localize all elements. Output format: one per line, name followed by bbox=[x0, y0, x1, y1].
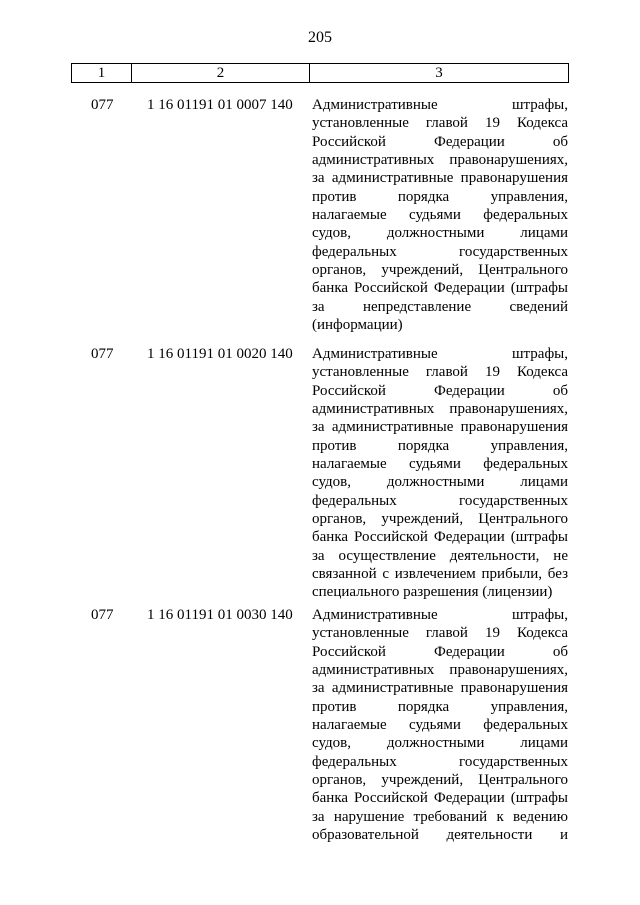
admin-code: 077 bbox=[91, 346, 114, 362]
description-line: банка Российской Федерации (штрафы bbox=[312, 280, 568, 297]
description-line: за административные правонарушения bbox=[312, 419, 568, 436]
column-header-2: 2 bbox=[132, 64, 310, 83]
description-line: против порядка управления, bbox=[312, 188, 568, 205]
description-line: образовательной деятельности и bbox=[312, 827, 568, 844]
kbk-code: 1 16 01191 01 0007 140 bbox=[147, 97, 293, 113]
description-line: судов, должностными лицами bbox=[312, 225, 568, 242]
description-line: (информации) bbox=[312, 317, 403, 334]
description bbox=[312, 606, 568, 844]
description-line: Российской Федерации об bbox=[312, 133, 568, 150]
description-line: против порядка управления, bbox=[312, 698, 568, 715]
description-line: органов, учреждений, Центрального bbox=[312, 511, 568, 528]
kbk-code: 1 16 01191 01 0020 140 bbox=[147, 346, 293, 362]
description-line: установленные главой 19 Кодекса bbox=[312, 364, 568, 381]
description-line: против порядка управления, bbox=[312, 437, 568, 454]
description-line: за непредставление сведений bbox=[312, 298, 568, 315]
page-number: 205 bbox=[308, 29, 332, 46]
description bbox=[312, 345, 568, 602]
description-line: за осуществление деятельности, не bbox=[312, 547, 568, 564]
description-line: федеральных государственных bbox=[312, 492, 568, 509]
description-line: за административные правонарушения bbox=[312, 680, 568, 697]
description-line: налагаемые судьями федеральных bbox=[312, 207, 568, 224]
description-line: Российской Федерации об bbox=[312, 643, 568, 660]
kbk-code: 1 16 01191 01 0030 140 bbox=[147, 607, 293, 623]
description-line: административных правонарушениях, bbox=[312, 662, 568, 679]
description-line: федеральных государственных bbox=[312, 753, 568, 770]
description-line: налагаемые судьями федеральных bbox=[312, 717, 568, 734]
column-header-3: 3 bbox=[310, 64, 569, 83]
description-line: налагаемые судьями федеральных bbox=[312, 456, 568, 473]
description-line: органов, учреждений, Центрального bbox=[312, 262, 568, 279]
admin-code: 077 bbox=[91, 607, 114, 623]
description-line: административных правонарушениях, bbox=[312, 152, 568, 169]
description-line: за нарушение требований к ведению bbox=[312, 808, 568, 825]
description-line: федеральных государственных bbox=[312, 243, 568, 260]
description-line: банка Российской Федерации (штрафы bbox=[312, 790, 568, 807]
description-line: установленные главой 19 Кодекса bbox=[312, 115, 568, 132]
description-line: специального разрешения (лицензии) bbox=[312, 584, 553, 601]
description-line: Административные штрафы, bbox=[312, 607, 568, 623]
description-line: судов, должностными лицами bbox=[312, 735, 568, 752]
description-line: органов, учреждений, Центрального bbox=[312, 772, 568, 789]
description-line: административных правонарушениях, bbox=[312, 401, 568, 418]
description bbox=[312, 96, 568, 334]
column-header-row bbox=[72, 64, 569, 83]
admin-code: 077 bbox=[91, 97, 114, 113]
description-line: установленные главой 19 Кодекса bbox=[312, 625, 568, 642]
description-line: судов, должностными лицами bbox=[312, 474, 568, 491]
description-line: связанной с извлечением прибыли, без bbox=[312, 566, 568, 583]
column-header-table bbox=[71, 63, 569, 83]
description-line: за административные правонарушения bbox=[312, 170, 568, 187]
description-line: Административные штрафы, bbox=[312, 97, 568, 113]
description-line: Российской Федерации об bbox=[312, 382, 568, 399]
description-line: Административные штрафы, bbox=[312, 346, 568, 362]
column-header-1: 1 bbox=[72, 64, 132, 83]
description-line: банка Российской Федерации (штрафы bbox=[312, 529, 568, 546]
